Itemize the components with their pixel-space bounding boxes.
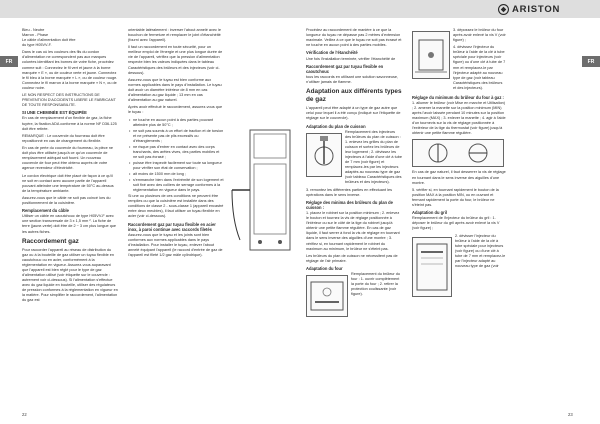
burner-injector-block <box>306 130 402 188</box>
oven-screw-figure <box>412 31 450 79</box>
list-item: • s'emmanche bien dans l'extrémité de son logement et soit fixé avec des colliers de serrage conformes à la réglementation en vigueur dans le pays. <box>133 178 224 193</box>
column-2 <box>128 28 224 398</box>
section-heading: Vérification de l'étanchéité <box>306 50 358 56</box>
grill-injector-text: 2. dévisser l'injecteur du brûleur à l'aide de la clé à tube spéciale pour injecteurs (voir figure) ou d'une clé à tube de 7 mm et remplacez-le par l'injecteur adapté au nouveau type de gaz (voir <box>455 233 506 268</box>
section-heading: Raccordement gaz par tuyau flexible en acier inox, à paroi continue avec raccords filetés <box>128 221 216 232</box>
oven-screw-texts <box>453 28 506 93</box>
injector-figure <box>306 133 342 177</box>
hose-checklist <box>128 118 224 194</box>
oven-burner-block <box>306 272 402 320</box>
grill-block <box>412 234 506 300</box>
paragraph: En cas de gaz naturel, il faut desserrer la vis de réglage en tournant dans le sens inverse des aiguilles d'une montre. <box>412 170 506 185</box>
paragraph: Si une ou plusieurs de ces conditions ne peuvent être remplies ou que la cuisinière est installée dans des conditions de classe 2 - sous-classe 1 (appareil encastré entre deux meubles), il faut utiliser un tuyau flexible en acier (voir ci-dessous). <box>128 194 224 219</box>
paragraph: Pour raccorder l'appareil au réseau de distribution du gaz ou à la bouteille de gaz utiliser un tuyau flexible en caoutchouc ou en acier, conformément à la réglementation en vigueur. Assurez-vous auparavant que l'appareil est bien réglé pour le type de gaz d'alimentation utilisé (voir étiquette sur le couvercle : autrement voir ci-dessous). Si l'alimentation s'effectue avec du gaz liquide en bouteille, utiliser des régulateurs de pression conformes à la réglementation en vigueur en la matière. Pour simplifier le raccordement, l'alimentation du gaz est <box>22 247 118 303</box>
paragraph: Procédez au raccordement de manière à ce que la longueur du tuyau ne dépasse pas 2 mètres d'extension maximale. Veillez à ce que le tuyau ne soit pas écrasé et ne touche en aucun point à des parties mobiles. <box>306 28 402 48</box>
ariston-logo-icon <box>498 4 509 15</box>
section-heading: SI UNE CHEMINÉE EST ÉQUIPÉE <box>22 110 87 116</box>
page-number-left: 22 <box>22 412 27 417</box>
injector-replacement-text: Remplacement des injecteurs des brûleurs du plan de cuisson : 1. enlevez les grilles du plan de cuisson et sortez les brûleurs de leur logement ; 2. dévissez les injecteurs à l'aide d'une clé à tube de 7 mm (voir figure) et remplacez-les par les injecteurs adaptés au nouveau type de gaz (voir tableau Caractéristiques des brûleurs et des injecteurs). <box>345 129 402 185</box>
oven-burner-figure <box>306 275 348 317</box>
cooker-diagram <box>230 120 296 270</box>
brand-logo <box>498 2 560 16</box>
gas-connection-illustration <box>230 120 296 270</box>
section-heading: Adaptation du four <box>306 266 343 272</box>
paragraph: 1. placez le robinet sur la position minimum ; 2. enlevez le bouton et tournez la vis de réglage positionnée à l'intérieur ou sur le côté de la tige du robinet jusqu'à obtenir une petite flamme régulière. En cas de gaz liquide, il faut serrer à fond la vis de réglage en tournant dans le sens inverse des aiguilles d'une montre ; 3. vérifiez si, en tournant rapidement le robinet du maximum au minimum, le brûleur ne s'éteint pas. <box>306 211 400 251</box>
paragraph: Remplacement de l'injecteur du brûleur du gril : 1. déposer le brûleur du gril après avoir enlevé la vis V (voir figure) ; <box>412 216 500 231</box>
oven-burner-text: Remplacement du brûleur du four : 1. ouvrir complètement la porte du four ; 2. retirer la protection coulissante (voir figure). <box>351 272 400 297</box>
paragraph: 3. remontez les différentes parties en effectuant les opérations dans le sens inverse. <box>306 187 392 197</box>
paragraph: tous les raccords en utilisant une solution savonneuse, n'utiliser jamais de flamme. <box>306 75 399 85</box>
column-1 <box>22 28 118 408</box>
screw-icon <box>413 32 449 78</box>
paragraph: orientable latéralement : inverser l'about annelé avec le bouchon de fermeture et remplacer le joint d'étanchéité (fourni avec l'appareil). <box>128 28 221 43</box>
paragraph: 5. vérifier si, en tournant rapidement le bouton de la position MAX à la position MIN, ou en ouvrant et fermant rapidement la porte du four, le brûleur ne s'éteint pas. <box>412 187 499 207</box>
paragraph: Une fois l'installation terminée, vérifier l'étanchéité de <box>306 56 396 61</box>
paragraph: 4. dévissez l'injecteur du brûleur à l'aide de la clé à tube spéciale pour injecteurs (voir figure) ou d'une clé à tube de 7 mm et remplacez-le par l'injecteur adapté au nouveau type de gaz (voir tableau Caractéristiques des brûleurs et des injecteurs). <box>453 45 506 90</box>
paragraph: Assurez-vous que le câble ne soit pas coincé lors du positionnement de la cuisinière. <box>22 195 111 205</box>
paragraph: 3. dépossez le brûleur du four après avoir enlevé la vis V (voir figure) ; <box>453 28 506 43</box>
section-heading: Raccordement gaz par tuyau flexible en caoutchouc <box>306 63 384 75</box>
list-item: • puisse être inspecté facilement sur toute sa longueur pour vérifier son état de conservation ; <box>133 161 224 171</box>
section-heading: Réglage des minima des brûleurs du plan de cuisson : <box>306 199 393 211</box>
paragraph: Dans le cas où les couleurs des fils du cordon d'alimentation ne correspondent pas aux marques colorées identifiant les bornes de votre fiche, procédez comme suit : Connectez le fil vert et jaune à la borne marquée « E », ou de couleur verte et jaune. Connectez le fil bleu à la borne marquée « L », ou de couleur rouge. Connectez le fil marron à la borne marquée « N », ou de couleur noire. <box>22 50 118 90</box>
list-item: • ne touche en aucun point à des parties pouvant atteindre plus de 50°C ; <box>133 118 224 128</box>
section-heading: Adaptation du gril <box>412 210 448 216</box>
column-3 <box>306 28 402 408</box>
paragraph: En cas de perte du couvercle du fourneau, la pièce ne doit plus être utilisée jusqu'à ce qu'un couvercle de remplacement adéquat soit fourni. Un nouveau couvercle de four peut être obtenu auprès de votre agence revendeur d'électricité. <box>22 146 113 171</box>
top-bar-left <box>0 0 300 18</box>
injector-wrench-icon <box>307 134 341 176</box>
paragraph: L'appareil peut être adapté à un type de gaz autre que celui pour lequel il a été conçu (indiqué sur l'étiquette de réglage sur le couvercle). <box>306 106 401 121</box>
grill-burner-icon <box>413 238 451 296</box>
page-number-right: 23 <box>568 412 573 417</box>
paragraph: Il faut un raccordement en toute sécurité, pour un meilleur emploi de l'énergie et une plus longue durée de vie de l'appareil, vérifiez que la pression d'alimentation respecte bien les valeurs indiquées dans le tableau Caractéristiques des brûleurs et des injecteurs (voir ci-dessous). <box>128 45 223 75</box>
column-4 <box>412 28 506 408</box>
thermostat-figure <box>412 139 504 167</box>
section-heading: Réglage du minimum du brûleur du four à gaz : <box>412 94 504 100</box>
paragraph: Les brûleurs du plan de cuisson ne nécessitent pas de réglage de l'air primaire. <box>306 253 398 263</box>
list-item: • ne risque pas d'entrer en contact avec des corps tranchants, des arêtes vives, des parties mobiles et ne soit pas écrasé ; <box>133 145 224 160</box>
wire-colors: Bleu - Neutre Marron - Phase Le câble d'alimentation doit être du type H05VV-F. <box>22 28 76 48</box>
language-tab-right: FR <box>582 56 600 67</box>
list-item: • ne soit pas soumis à un effort de traction et de torsion et ne présente pas de plis excessifs ou d'étranglements ; <box>133 129 224 144</box>
section-heading: Remplacement du câble <box>22 208 69 214</box>
grill-figure <box>412 237 452 297</box>
oven-burner-icon <box>307 276 347 316</box>
oven-screw-block <box>412 28 506 93</box>
paragraph: Le cordon électrique doit être placé de façon à ce qu'il ne soit en contact avec aucune partie de l'appareil pouvant atteindre une température de 50°C au-dessus de la température ambiante. <box>22 173 114 193</box>
list-item: • ait moins de 1500 mm de long ; <box>133 172 224 177</box>
warning-text: LE NON RESPECT DES INSTRUCTIONS DE PREVENTION D'ACCIDENTS LIBERE LE FABRICANT DE TOUTE RESPONSABILITE. <box>22 92 116 108</box>
thermostat-screw-icon <box>413 140 503 166</box>
section-heading: Adaptation du plan de cuisson <box>306 123 366 129</box>
brand-name: ARISTON <box>512 3 561 15</box>
section-title: Raccordement gaz <box>22 237 79 245</box>
paragraph: 1. allumer le brûleur (voir Mise en marche et Utilisation) ; 2. amener la manette sur la position minimum (MIN) après l'avoir laissée pendant 10 minutes sur la position maximum (MAX) ; 3. enlever la manette ; 4. agir à l'aide d'un tournevis sur la vis de réglage positionnée à l'extérieur de la tige du thermostat (voir figure) jusqu'à obtenir une petite flamme régulière. <box>412 101 506 136</box>
paragraph: Assurez-vous que le tuyau et les joints sont bien conformes aux normes applicables dans le pays d'installation. Pour installer le tuyau, enlever l'about annelé équipant l'appareil (le raccord d'entrée de gaz de l'appareil est fileté 1/2 gaz mâle cylindrique). <box>128 232 223 258</box>
section-title: Adaptation aux différents types de gaz <box>306 88 402 104</box>
paragraph: En cas de remplacement d'un flexible de gaz, la fiche tuyère, la fixation ADA conforme à la norme NF D36-125 doit être retirée. <box>22 116 117 131</box>
language-tab-left: FR <box>0 56 18 67</box>
paragraph: Après avoir effectué le raccordement, assurez-vous que le tuyau : <box>128 105 223 115</box>
paragraph: REMARQUE : Le couvercle du fourneau doit être repositionné en cas de changement du flexible. <box>22 133 105 143</box>
paragraph: Assurez-vous que le tuyau est bien conforme aux normes applicables dans le pays d'installation. Le tuyau doit avoir un diamètre intérieur de 8 mm en cas d'alimentation au gaz liquide ; 13 mm en cas d'alimentation au gaz naturel. <box>128 77 222 102</box>
paragraph: Utiliser un câble en caoutchouc de type H05VV-F avec une section transversale de 3 x 1,5 mm ². La fiche de terre (jaune-verte) doit être de 2 ~ 3 cm plus longue que les autres fiches. <box>22 214 117 234</box>
